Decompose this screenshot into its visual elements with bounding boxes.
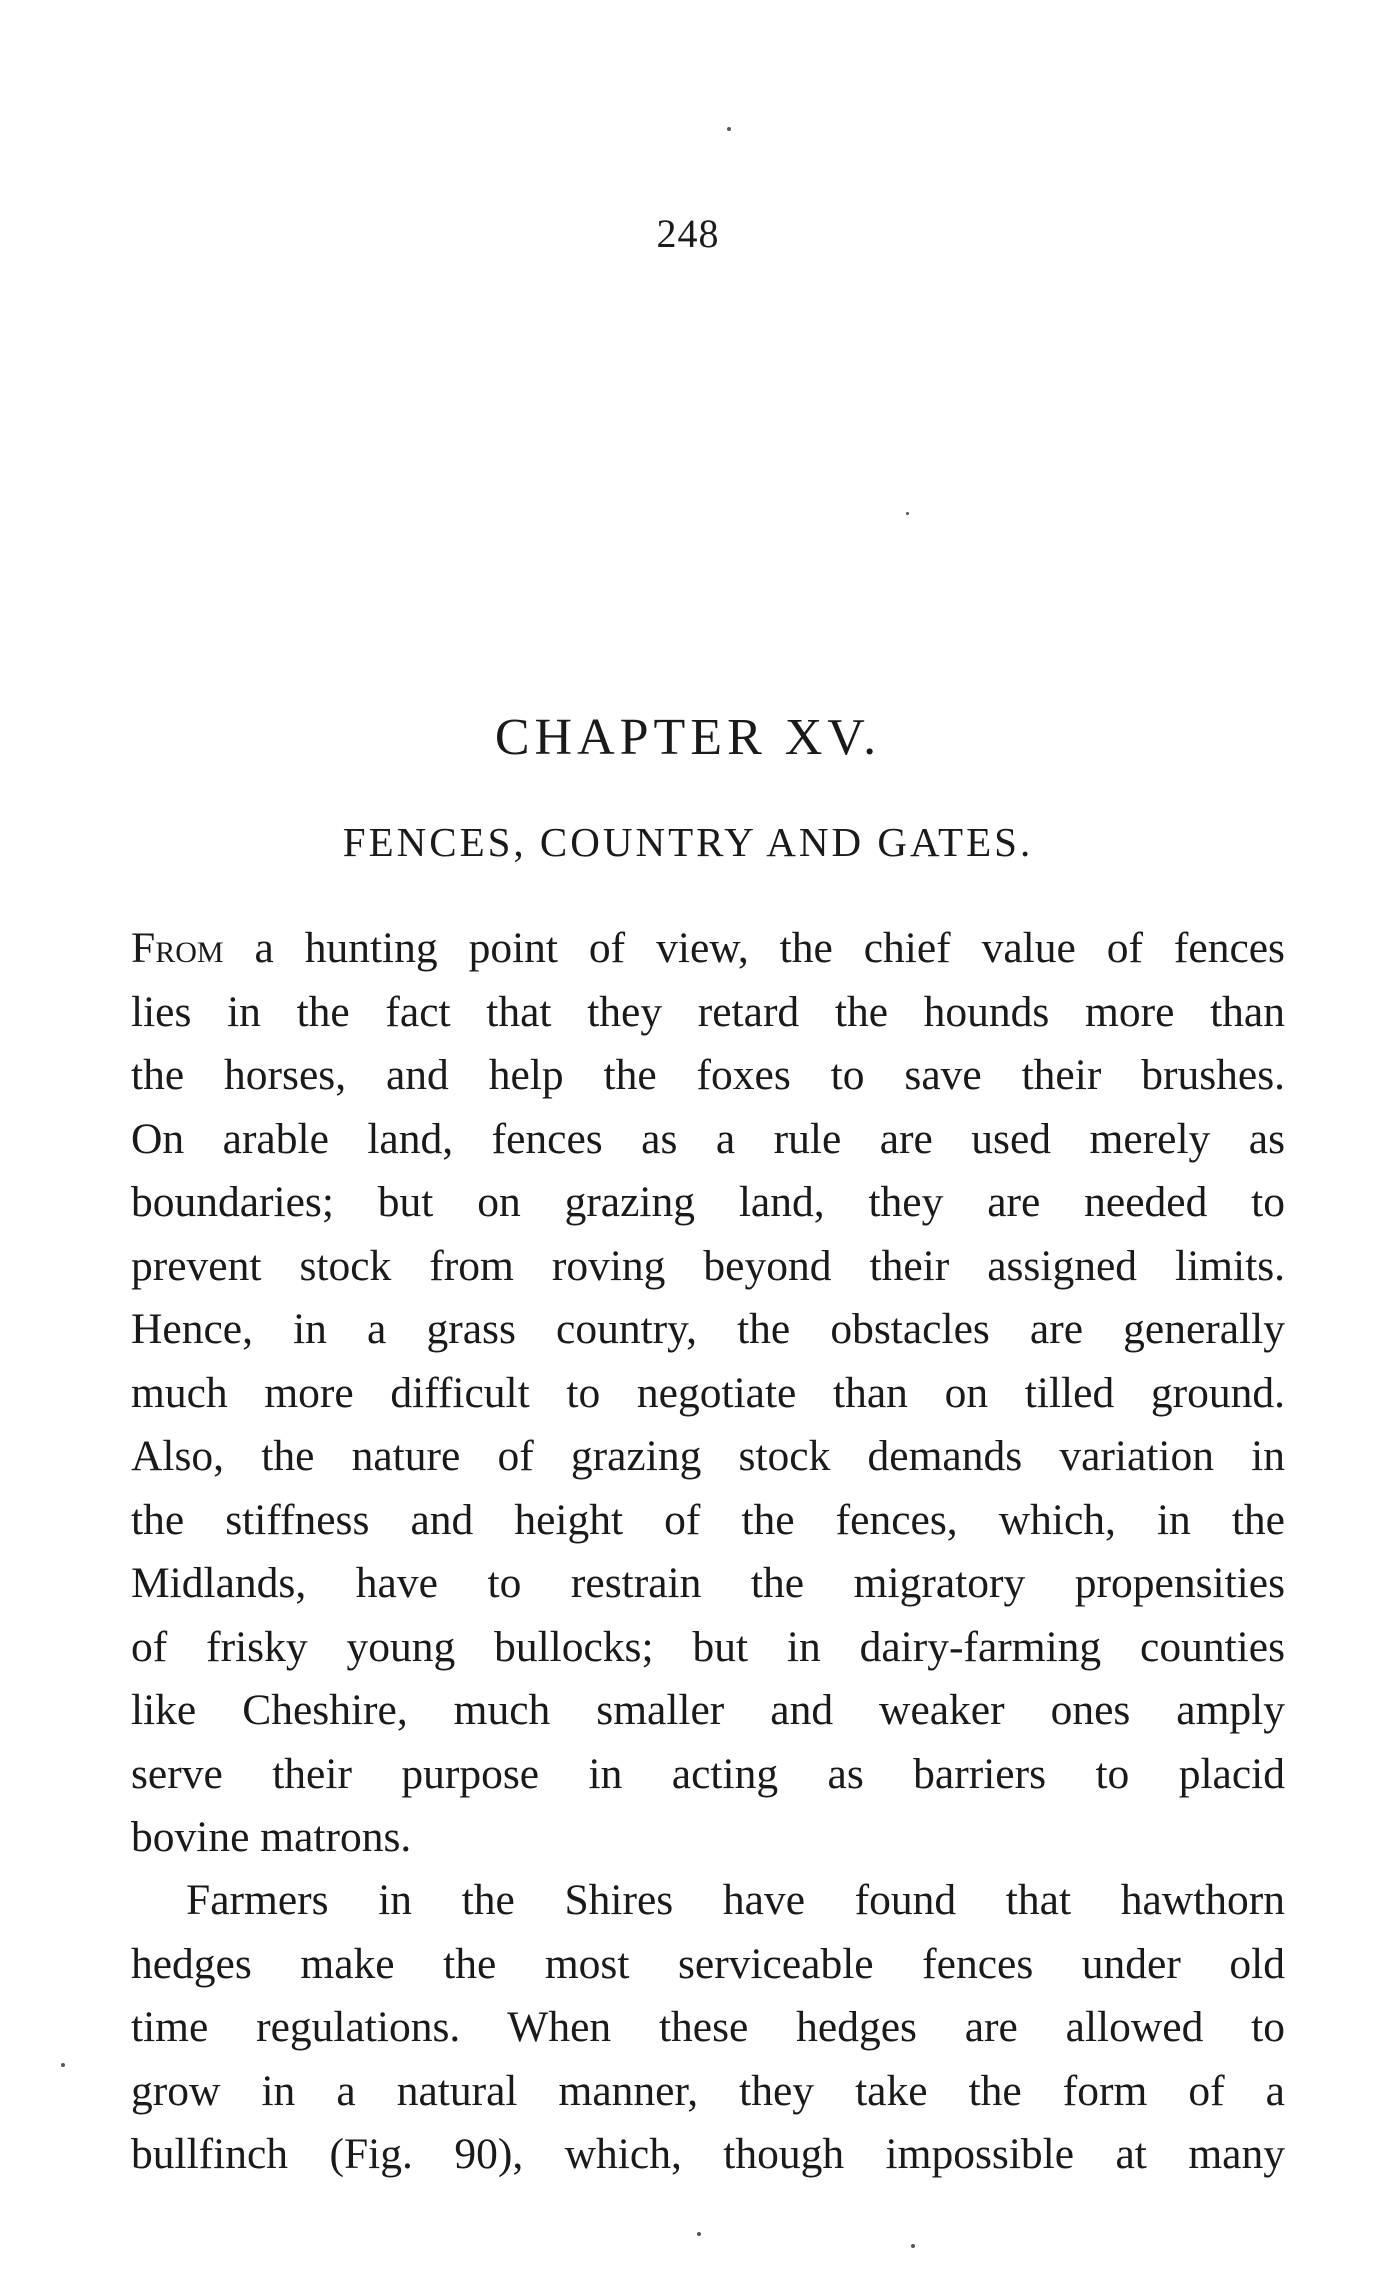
text-line: serve their purpose in acting as barriers to placid: [131, 1749, 1285, 1798]
scan-speck: [61, 2063, 65, 2067]
scan-speck: [727, 127, 731, 131]
paragraph-1: [131, 917, 1285, 1870]
chapter-title: CHAPTER XV.: [494, 709, 882, 766]
paragraph-2: [131, 1869, 1285, 2187]
text-line: of frisky young bullocks; but in dairy-farming counties: [131, 1622, 1285, 1671]
section-title: FENCES, COUNTRY AND GATES.: [342, 819, 1034, 865]
text-line: lies in the fact that they retard the hounds more than: [131, 987, 1285, 1036]
text-line: hedges make the most serviceable fences under old: [131, 1939, 1285, 1988]
text-line: From a hunting point of view, the chief value of fences: [131, 924, 1285, 972]
text-line: prevent stock from roving beyond their assigned limits.: [131, 1241, 1285, 1290]
scan-speck: [697, 2232, 701, 2236]
text-line: much more difficult to negotiate than on tilled ground.: [131, 1368, 1285, 1417]
text-line: the horses, and help the foxes to save their brushes.: [131, 1051, 1285, 1099]
text-line: Farmers in the Shires have found that hawthorn: [186, 1876, 1285, 1924]
text-line: the stiffness and height of the fences, which, in the: [131, 1495, 1285, 1544]
text-line: time regulations. When these hedges are allowed to: [131, 2003, 1285, 2051]
page-number: 248: [656, 211, 720, 256]
text-line: bullfinch (Fig. 90), which, though impossible at many: [131, 2130, 1285, 2178]
text-line: Midlands, have to restrain the migratory propensities: [131, 1559, 1285, 1607]
text-line: Also, the nature of grazing stock demands variation in: [131, 1432, 1285, 1480]
text-line: like Cheshire, much smaller and weaker ones amply: [131, 1686, 1285, 1734]
text-line: boundaries; but on grazing land, they are needed to: [131, 1178, 1285, 1226]
scan-speck: [906, 512, 909, 515]
scan-speck: [911, 2244, 915, 2248]
text-line: bovine matrons.: [131, 1813, 412, 1861]
text-line: On arable land, fences as a rule are used merely as: [131, 1114, 1285, 1163]
lead-word: From: [131, 924, 224, 972]
text-line: Hence, in a grass country, the obstacles are generally: [131, 1305, 1285, 1353]
text-line: grow in a natural manner, they take the form of a: [131, 2066, 1285, 2115]
